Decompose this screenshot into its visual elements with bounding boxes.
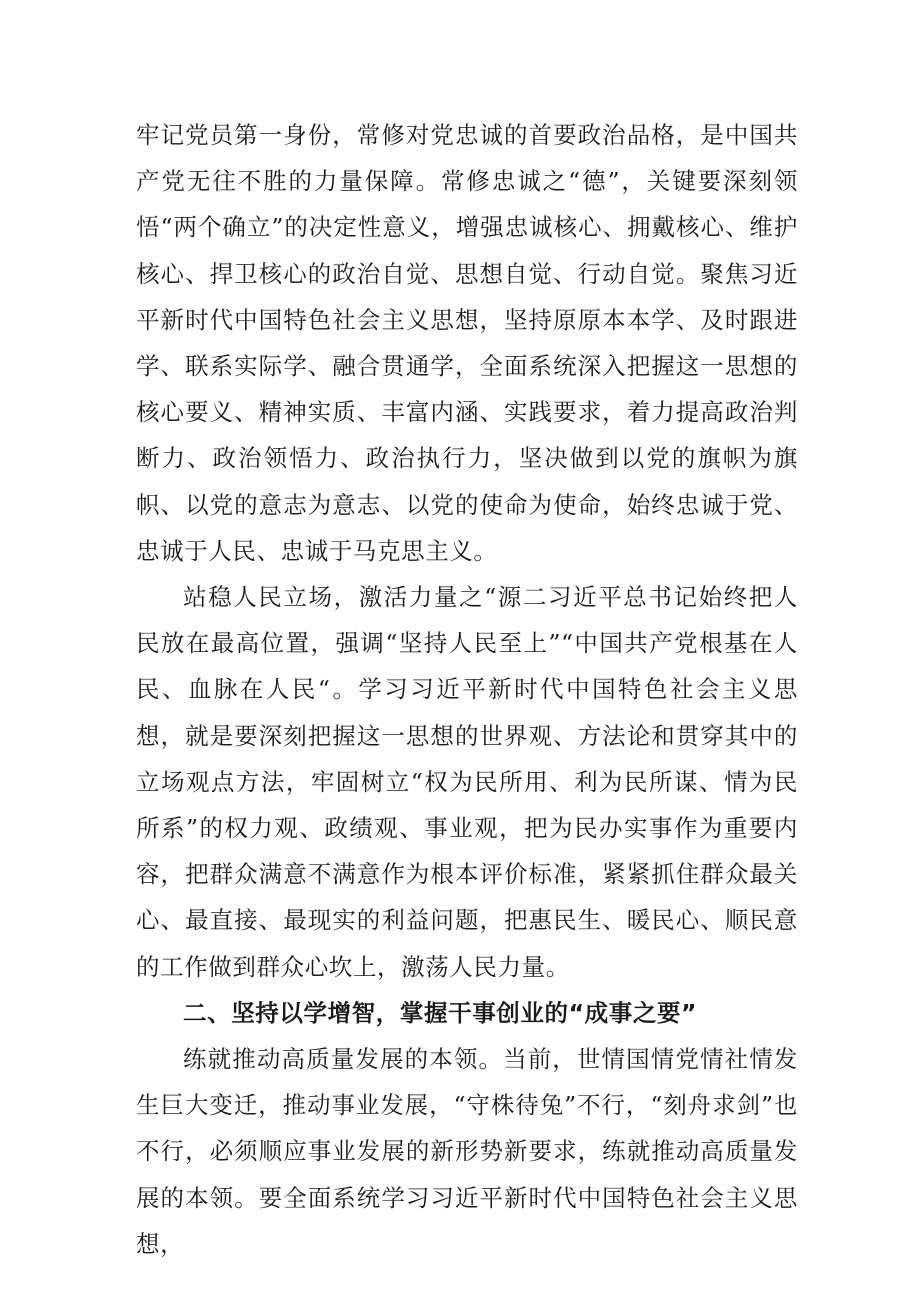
body-paragraph-people: 站稳人民立场，激活力量之“源二习近平总书记始终把人民放在最高位置，强调“坚持人民至上”“中国共产党根基在人民、血脉在人民“。学习习近平新时代中国特色社会主义思想，就是要深刻把握这一思想的世界观、方法论和贯穿其中的立场观点方法，牢固树立“权为民所用、利为民所谋、情为民所系”的权力观、政绩观、事业观，把为民办实事作为重要内容，把群众满意不满意作为根本评价标准，紧紧抓住群众最关心、最直接、最现实的利益问题，把惠民生、暖民心、顺民意的工作做到群众心坎上，激荡人民力量。 <box>136 583 798 981</box>
body-paragraph-development: 练就推动高质量发展的本领。当前，世情国情党情社情发生巨大变迁，推动事业发展，“守株待兔”不行，“刻舟求剑”也不行，必须顺应事业发展的新形势新要求，练就推动高质量发展的本领。要全面系统学习习近平新时代中国特色社会主义思想， <box>136 1045 798 1258</box>
section-heading-2: 二、坚持以学增智，掌握干事创业的“成事之要” <box>183 998 698 1027</box>
document-page <box>136 112 798 1267</box>
body-paragraph-loyalty: 牢记党员第一身份，常修对党忠诚的首要政治品格，是中国共产党无往不胜的力量保障。常修忠诚之“德”，关键要深刻领悟“两个确立”的决定性意义，增强忠诚核心、拥戴核心、维护核心、捍卫核心的政治自觉、思想自觉、行动自觉。聚焦习近平新时代中国特色社会主义思想，坚持原原本本学、及时跟进学、联系实际学、融合贯通学，全面系统深入把握这一思想的核心要义、精神实质、丰富内涵、实践要求，着力提高政治判断力、政治领悟力、政治执行力，坚决做到以党的旗帜为旗帜、以党的意志为意志、以党的使命为使命，始终忠诚于党、忠诚于人民、忠诚于马克思主义。 <box>136 121 798 565</box>
